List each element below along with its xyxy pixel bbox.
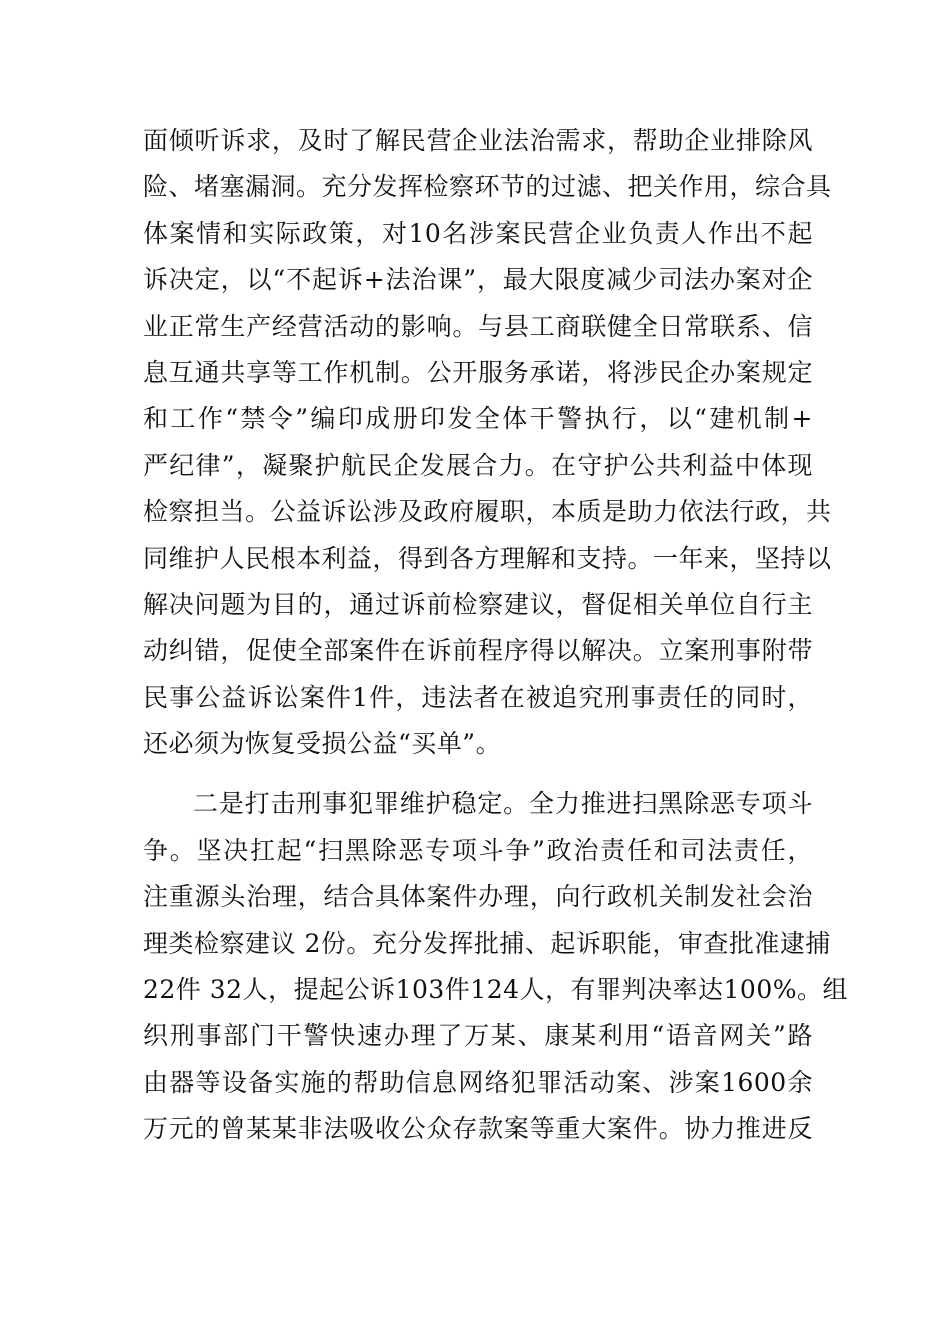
text-line: 同维护人民根本利益，得到各方理解和支持。一年来，坚持以 (143, 543, 832, 573)
text-line: 体案情和实际政策，对10名涉案民营企业负责人作出不起 (143, 218, 813, 248)
text-line: 22件 32人，提起公诉103件124人，有罪判决率达100%。组 (143, 975, 848, 1005)
text-line: 民事公益诉讼案件1件，违法者在被追究刑事责任的同时， (143, 682, 813, 712)
text-line: 理类检察建议 2份。充分发挥批捕、起诉职能，审查批准逮捕 (143, 928, 831, 958)
text-line: 检察担当。公益诉讼涉及政府履职，本质是助力依法行政，共 (143, 497, 832, 527)
text-line: 诉决定，以“不起诉+法治课”，最大限度减少司法办案对企 (143, 265, 813, 295)
text-line: 还必须为恢复受损公益“买单”。 (143, 729, 502, 759)
text-line: 动纠错，促使全部案件在诉前程序得以解决。立案刑事附带 (143, 636, 813, 666)
text-line: 面倾听诉求，及时了解民营企业法治需求，帮助企业排除风 (143, 126, 813, 155)
text-line: 万元的曾某某非法吸收公众存款案等重大案件。协力推进反 (143, 1114, 813, 1144)
text-line: 由器等设备实施的帮助信息网络犯罪活动案、涉案1600余 (143, 1067, 813, 1097)
text-line: 织刑事部门干警快速办理了万某、康某利用“语音网关”路 (143, 1021, 813, 1051)
paragraph-1 (143, 118, 832, 767)
text-line: 和工作“禁令”编印成册印发全体干警执行，以“建机制+ (143, 404, 813, 434)
text-line: 解决问题为目的，通过诉前检察建议，督促相关单位自行主 (143, 589, 813, 619)
document-body (143, 118, 848, 1153)
text-line: 争。坚决扛起“扫黑除恶专项斗争”政治责任和司法责任， (143, 835, 813, 865)
text-line: 二是打击刑事犯罪维护稳定。全力推进扫黑除恶专项斗 (193, 789, 813, 819)
text-line: 业正常生产经营活动的影响。与县工商联健全日常联系、信 (143, 311, 813, 341)
paragraph-spacer (143, 767, 813, 781)
text-line: 严纪律”，凝聚护航民企发展合力。在守护公共利益中体现 (143, 450, 813, 480)
text-line: 注重源头治理，结合具体案件办理，向行政机关制发社会治 (143, 882, 813, 912)
paragraph-2 (143, 781, 848, 1152)
text-line: 险、堵塞漏洞。充分发挥检察环节的过滤、把关作用，综合具 (143, 172, 832, 202)
text-line: 息互通共享等工作机制。公开服务承诺，将涉民企办案规定 (143, 357, 813, 387)
